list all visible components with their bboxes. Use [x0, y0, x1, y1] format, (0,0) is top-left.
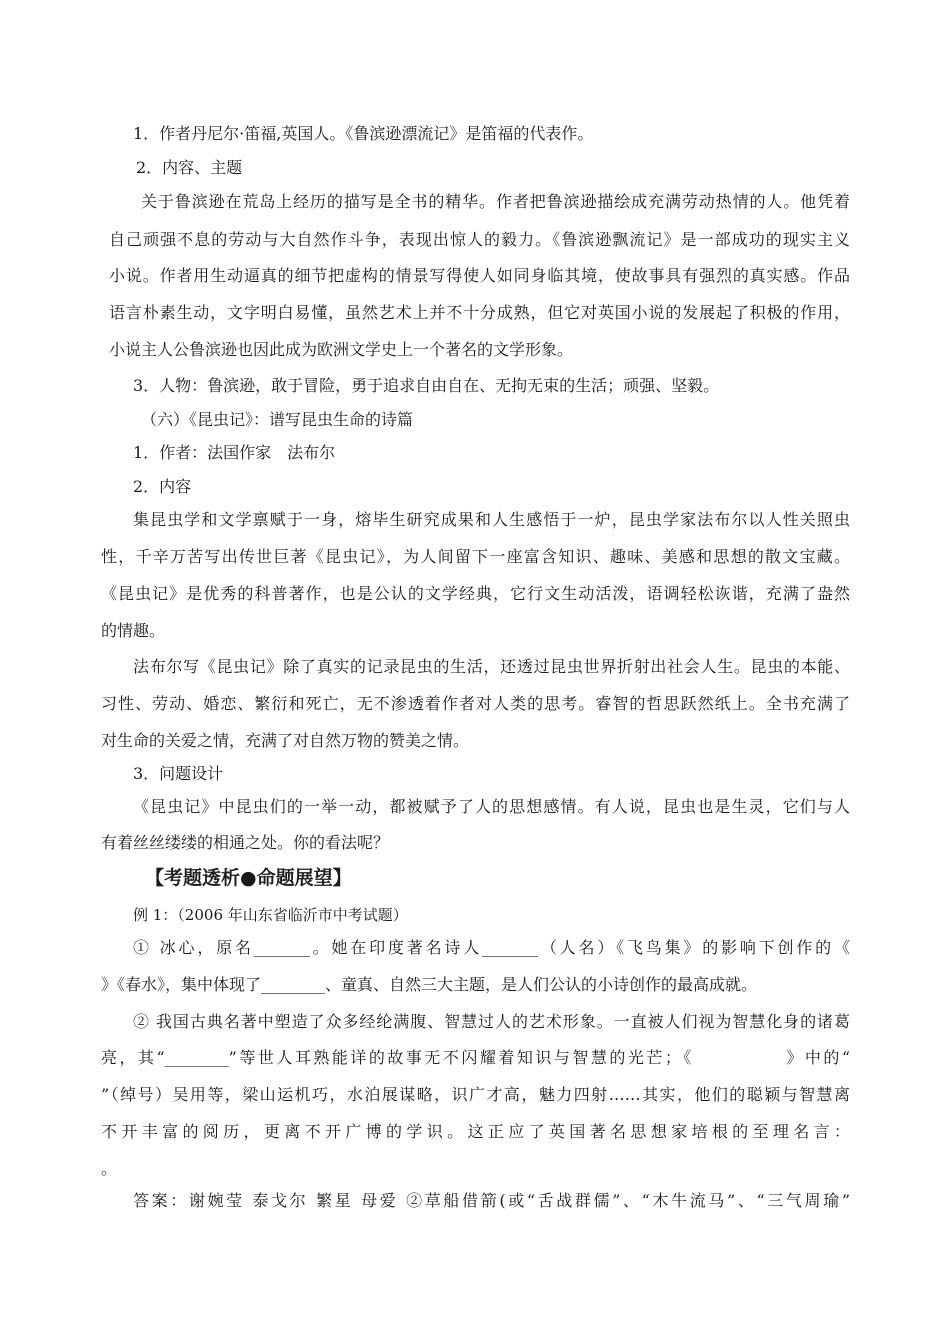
answer-line: 答案：谢婉莹 泰戈尔 繁星 母爱 ②草船借箭(或“舌战群儒”、“木牛流马”、“三气周瑜” [133, 1191, 850, 1210]
text-line: 小说主人公鲁滨逊也因此成为欧洲文学史上一个著名的文学形象。 [109, 340, 574, 359]
text-line: 的情趣。 [101, 621, 166, 640]
section-heading: 2．内容、主题 [136, 158, 243, 177]
text-line: 法布尔写《昆虫记》除了真实的记录昆虫的生活，还透过昆虫世界折射出社会人生。昆虫的本能、 [133, 657, 850, 676]
question-line: ① 冰心，原名_______。她在印度著名诗人_______（人名）《飞鸟集》的影响下创作的《 [133, 938, 850, 957]
section-heading: （六）《昆虫记》：谱写昆虫生命的诗篇 [141, 410, 414, 429]
text-line: 《昆虫记》中昆虫们的一举一动，都被赋予了人的思想感情。有人说，昆虫也是生灵，它们与人 [133, 797, 850, 816]
text-line: 关于鲁滨逊在荒岛上经历的描写是全书的精华。作者把鲁滨逊描绘成充满劳动热情的人。他凭着 [141, 192, 850, 211]
text-line: 有着丝丝缕缕的相通之处。你的看法呢？ [101, 833, 390, 852]
text-line: 1．作者：法国作家 法布尔 [133, 443, 336, 462]
text-line: 性，千辛万苦写出传世巨著《昆虫记》，为人间留下一座富含知识、趣味、美感和思想的散文宝藏。 [101, 547, 850, 566]
question-line: 亮，其“________”等世人耳熟能详的故事无不闪耀着知识与智慧的光芒；《 》中的“ [101, 1048, 850, 1067]
text-line: 《昆虫记》是优秀的科普著作，也是公认的文学经典，它行文生动活泼，语调轻松诙谐，充满了盎然 [101, 584, 850, 603]
text-line: 习性、劳动、婚恋、繁衍和死亡，无不渗透着作者对人类的思考。睿智的哲思跃然纸上。全书充满了 [101, 694, 850, 713]
question-line: ② 我国古典名著中塑造了众多经纶满腹、智慧过人的艺术形象。一直被人们视为智慧化身的诸葛 [133, 1012, 850, 1031]
question-line: 不开丰富的阅历，更离不开广博的学识。这正应了英国著名思想家培根的至理名言： [101, 1122, 850, 1141]
section-heading: 2．内容 [133, 477, 192, 496]
text-line: 自己顽强不息的劳动与大自然作斗争，表现出惊人的毅力。《鲁滨逊飘流记》是一部成功的现实主义 [109, 230, 850, 249]
exam-analysis-heading: 【考题透析●命题展望】 [145, 867, 352, 889]
question-line: 。 [101, 1159, 118, 1178]
text-line: 集昆虫学和文学禀赋于一身，熔毕生研究成果和人生感悟于一炉，昆虫学家法布尔以人性关照虫 [133, 510, 850, 529]
text-line: 对生命的关爱之情，充满了对自然万物的赞美之情。 [101, 731, 470, 750]
question-line: ”（绰号）吴用等，梁山运机巧，水泊展谋略，识广才高，魅力四射……其实，他们的聪颖与智慧离 [101, 1085, 850, 1104]
text-line: 3．人物：鲁滨逊，敢于冒险，勇于追求自由自在、无拘无束的生活；顽强、坚毅。 [133, 376, 720, 395]
text-line: 1．作者丹尼尔·笛福,英国人。《鲁滨逊漂流记》是笛福的代表作。 [133, 124, 594, 143]
example-label: 例 1：（2006 年山东省临沂市中考试题） [133, 906, 408, 924]
text-line: 语言朴素生动，文字明白易懂，虽然艺术上并不十分成熟，但它对英国小说的发展起了积极的作用， [109, 303, 850, 322]
text-line: 小说。作者用生动逼真的细节把虚构的情景写得使人如同身临其境，使故事具有强烈的真实感。作品 [109, 266, 850, 285]
question-line: 》《春水》，集中体现了________、童真、自然三大主题，是人们公认的小诗创作的最高成就。 [101, 975, 758, 994]
section-heading: 3．问题设计 [133, 764, 224, 783]
